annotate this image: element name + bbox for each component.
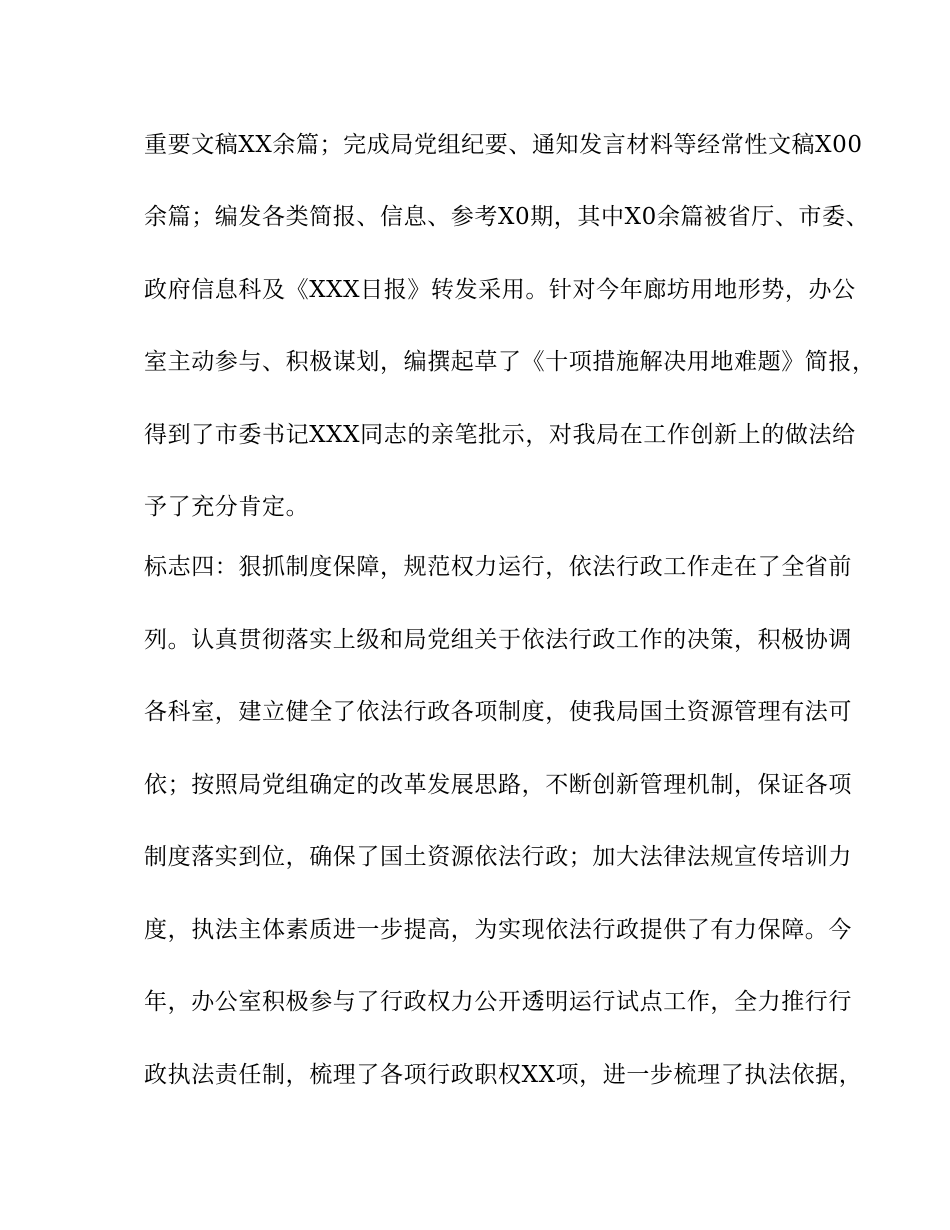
text-line: 依；按照局党组确定的改革发展思路，不断创新管理机制，保证各项 [144, 772, 852, 798]
text-line: 予了充分肯定。 [144, 494, 310, 520]
text-line: 室主动参与、积极谋划，编撰起草了《十项措施解决用地难题》简报， [144, 349, 876, 375]
text-line: 余篇；编发各类简报、信息、参考X0期，其中X0余篇被省厅、市委、 [144, 204, 870, 230]
text-line: 制度落实到位，确保了国土资源依法行政；加大法律法规宣传培训力 [144, 844, 852, 870]
text-line: 政执法责任制，梳理了各项行政职权XX项，进一步梳理了执法依据， [144, 1062, 863, 1088]
text-line: 重要文稿XX余篇；完成局党组纪要、通知发言材料等经常性文稿X00 [144, 132, 863, 158]
text-line: 得到了市委书记XXX同志的亲笔批示，对我局在工作创新上的做法给 [144, 422, 856, 448]
text-line: 度，执法主体素质进一步提高，为实现依法行政提供了有力保障。今 [144, 917, 852, 943]
text-line: 标志四：狠抓制度保障，规范权力运行，依法行政工作走在了全省前 [144, 554, 852, 580]
text-line: 年，办公室积极参与了行政权力公开透明运行试点工作，全力推行行 [144, 989, 852, 1015]
text-line: 政府信息科及《XXX日报》转发采用。针对今年廊坊用地形势，办公 [144, 277, 856, 303]
text-line: 列。认真贯彻落实上级和局党组关于依法行政工作的决策，积极协调 [144, 627, 852, 653]
text-line: 各科室，建立健全了依法行政各项制度，使我局国土资源管理有法可 [144, 699, 852, 725]
